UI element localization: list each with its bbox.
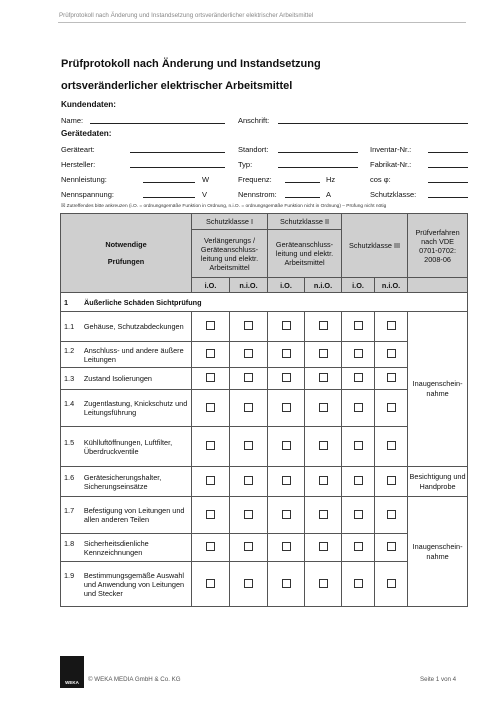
weka-logo: WEKA xyxy=(60,656,84,688)
io-header: i.O. xyxy=(192,278,230,293)
checkbox-sk1-io[interactable] xyxy=(206,403,215,412)
table-row: 1.9 Bestimmungsgemäße Auswahl und Anwendung von Leitungen und Stecker xyxy=(61,562,468,607)
checkbox-sk2-io[interactable] xyxy=(282,349,291,358)
location-field[interactable] xyxy=(278,152,358,153)
io-header: i.O. xyxy=(268,278,305,293)
inventory-field[interactable] xyxy=(428,152,468,153)
type-field[interactable] xyxy=(278,167,358,168)
checkbox-sk3-io[interactable] xyxy=(354,373,363,382)
checkbox-sk1-io[interactable] xyxy=(206,476,215,485)
table-row: 1.6 Gerätesicherungshalter, Sicherungseinsätze Besichtigung und Handprobe xyxy=(61,467,468,497)
rated-current-field[interactable] xyxy=(285,197,320,198)
checkbox-sk2-io[interactable] xyxy=(282,373,291,382)
protection-class-1-description: Verlängerungs / Geräteanschluss-leitung und elektr. Arbeitsmittel xyxy=(192,230,268,278)
io-header: i.O. xyxy=(342,278,375,293)
checkbox-sk3-nio[interactable] xyxy=(387,510,396,519)
checkbox-sk3-io[interactable] xyxy=(354,542,363,551)
checkbox-sk3-io[interactable] xyxy=(354,403,363,412)
serial-label: Fabrikat-Nr.: xyxy=(370,160,412,169)
checkbox-sk1-nio[interactable] xyxy=(244,542,253,551)
rated-current-label: Nennstrom: xyxy=(238,190,277,199)
checkbox-sk2-io[interactable] xyxy=(282,403,291,412)
checkbox-sk3-nio[interactable] xyxy=(387,321,396,330)
checkbox-sk3-nio[interactable] xyxy=(387,542,396,551)
protection-class-1-header: Schutzklasse I xyxy=(192,214,268,230)
section-1-header: 1 Äußerliche Schäden Sichtprüfung xyxy=(61,293,468,312)
protection-class-label: Schutzklasse: xyxy=(370,190,417,199)
nio-header: n.i.O. xyxy=(305,278,342,293)
unit-hertz: Hz xyxy=(326,175,336,184)
frequency-field[interactable] xyxy=(285,182,320,183)
device-type-label: Geräteart: xyxy=(61,145,95,154)
rated-power-label: Nennleistung: xyxy=(61,175,107,184)
checkbox-sk2-nio[interactable] xyxy=(319,321,328,330)
checkbox-sk3-nio[interactable] xyxy=(387,349,396,358)
checkbox-sk3-io[interactable] xyxy=(354,321,363,330)
nio-header: n.i.O. xyxy=(230,278,268,293)
checkbox-sk1-io[interactable] xyxy=(206,441,215,450)
checkbox-sk2-io[interactable] xyxy=(282,321,291,330)
checkbox-sk1-io[interactable] xyxy=(206,349,215,358)
checkbox-sk2-nio[interactable] xyxy=(319,542,328,551)
checkbox-sk3-nio[interactable] xyxy=(387,403,396,412)
checkbox-sk1-io[interactable] xyxy=(206,321,215,330)
checkbox-sk2-io[interactable] xyxy=(282,510,291,519)
table-row: 1.5 Kühlluftöffnungen, Luftfilter, Überdruckventile xyxy=(61,427,468,467)
running-header: Prüfprotokoll nach Änderung und Instandsetzung ortsveränderlicher elektrischer Arbeitsmittel xyxy=(59,12,314,19)
location-label: Standort: xyxy=(238,145,269,154)
checkbox-sk2-nio[interactable] xyxy=(319,373,328,382)
device-data-heading: Gerätedaten: xyxy=(61,129,112,138)
checkbox-sk2-nio[interactable] xyxy=(319,510,328,519)
checkbox-sk1-nio[interactable] xyxy=(244,441,253,450)
manufacturer-label: Hersteller: xyxy=(61,160,96,169)
checkbox-sk1-nio[interactable] xyxy=(244,476,253,485)
cos-phi-field[interactable] xyxy=(428,182,468,183)
protection-class-field[interactable] xyxy=(428,197,468,198)
unit-watt: W xyxy=(202,175,210,184)
table-row: 1.4 Zugentlastung, Knickschutz und Leitungsführung xyxy=(61,390,468,427)
rated-power-field[interactable] xyxy=(143,182,195,183)
unit-ampere: A xyxy=(326,190,332,199)
header-rule xyxy=(58,22,466,23)
serial-field[interactable] xyxy=(428,167,468,168)
checkbox-sk2-io[interactable] xyxy=(282,542,291,551)
checkbox-sk3-io[interactable] xyxy=(354,441,363,450)
legend-note: ☒ Zutreffendes bitte ankreuzen (i.O. = ordnungsgemäße Funktion in Ordnung, n.i.O. = ordnungsgemäße Funktion nicht in Ordnung) – Prüfung nicht nötig xyxy=(61,204,387,209)
checkbox-sk2-nio[interactable] xyxy=(319,441,328,450)
table-row: 1.1 Gehäuse, Schutzabdeckungen Inaugenschein-nahme xyxy=(61,312,468,342)
unit-volt: V xyxy=(202,190,208,199)
checkbox-sk1-nio[interactable] xyxy=(244,579,253,588)
copyright-notice: © WEKA MEDIA GmbH & Co. KG xyxy=(88,676,181,683)
rated-voltage-label: Nennspannung: xyxy=(61,190,114,199)
test-method-visual: Inaugenschein-nahme xyxy=(408,312,468,467)
checkbox-sk3-io[interactable] xyxy=(354,476,363,485)
required-tests-header: Notwendige Prüfungen xyxy=(61,214,192,293)
checkbox-sk1-nio[interactable] xyxy=(244,349,253,358)
protection-class-2-header: Schutzklasse II xyxy=(268,214,342,230)
checkbox-sk1-nio[interactable] xyxy=(244,510,253,519)
checkbox-sk2-nio[interactable] xyxy=(319,579,328,588)
device-type-field[interactable] xyxy=(130,152,225,153)
checkbox-sk3-io[interactable] xyxy=(354,579,363,588)
checkbox-sk2-io[interactable] xyxy=(282,476,291,485)
test-method-inspection-handcheck: Besichtigung und Handprobe xyxy=(408,467,468,497)
inspection-table xyxy=(60,213,468,607)
checkbox-sk3-io[interactable] xyxy=(354,510,363,519)
checkbox-sk1-io[interactable] xyxy=(206,510,215,519)
page-number: Seite 1 von 4 xyxy=(420,676,457,683)
nio-header: n.i.O. xyxy=(375,278,408,293)
customer-data-heading: Kundendaten: xyxy=(61,100,117,109)
checkbox-sk3-nio[interactable] xyxy=(387,373,396,382)
type-label: Typ: xyxy=(238,160,253,169)
checkbox-sk1-io[interactable] xyxy=(206,542,215,551)
name-label: Name: xyxy=(61,116,84,125)
test-method-header: Prüfverfahren nach VDE 0701-0702: 2008-06 xyxy=(408,214,468,278)
address-label: Anschrift: xyxy=(238,116,270,125)
checkbox-sk1-io[interactable] xyxy=(206,373,215,382)
test-method-visual: Inaugenschein-nahme xyxy=(408,497,468,607)
checkbox-sk3-nio[interactable] xyxy=(387,441,396,450)
name-field[interactable] xyxy=(90,123,225,124)
table-row: 1.7 Befestigung von Leitungen und allen anderen Teilen Inaugenschein-nahme xyxy=(61,497,468,534)
checkbox-sk2-io[interactable] xyxy=(282,579,291,588)
manufacturer-field[interactable] xyxy=(130,167,225,168)
rated-voltage-field[interactable] xyxy=(143,197,195,198)
frequency-label: Frequenz: xyxy=(238,175,272,184)
checkbox-sk3-io[interactable] xyxy=(354,349,363,358)
checkbox-sk2-nio[interactable] xyxy=(319,476,328,485)
checkbox-sk3-nio[interactable] xyxy=(387,579,396,588)
protection-class-2-description: Geräteanschluss-leitung und elektr. Arbeitsmittel xyxy=(268,230,342,278)
table-row: 1.2 Anschluss- und andere äußere Leitungen xyxy=(61,342,468,368)
document-title-line2: ortsveränderlicher elektrischer Arbeitsmittel xyxy=(61,80,293,92)
cos-phi-label: cos φ: xyxy=(370,175,391,184)
checkbox-sk2-io[interactable] xyxy=(282,441,291,450)
checkbox-sk2-nio[interactable] xyxy=(319,403,328,412)
checkbox-sk2-nio[interactable] xyxy=(319,349,328,358)
address-field[interactable] xyxy=(278,123,468,124)
table-row: 1.8 Sicherheitsdienliche Kennzeichnungen xyxy=(61,534,468,562)
checkbox-sk1-io[interactable] xyxy=(206,579,215,588)
checkbox-sk1-nio[interactable] xyxy=(244,403,253,412)
inventory-label: Inventar-Nr.: xyxy=(370,145,412,154)
checkbox-sk1-nio[interactable] xyxy=(244,373,253,382)
protection-class-3-header: Schutzklasse III xyxy=(342,214,408,278)
checkbox-sk3-nio[interactable] xyxy=(387,476,396,485)
document-title-line1: Prüfprotokoll nach Änderung und Instandsetzung xyxy=(61,58,321,70)
table-row: 1.3 Zustand Isolierungen xyxy=(61,368,468,390)
checkbox-sk1-nio[interactable] xyxy=(244,321,253,330)
